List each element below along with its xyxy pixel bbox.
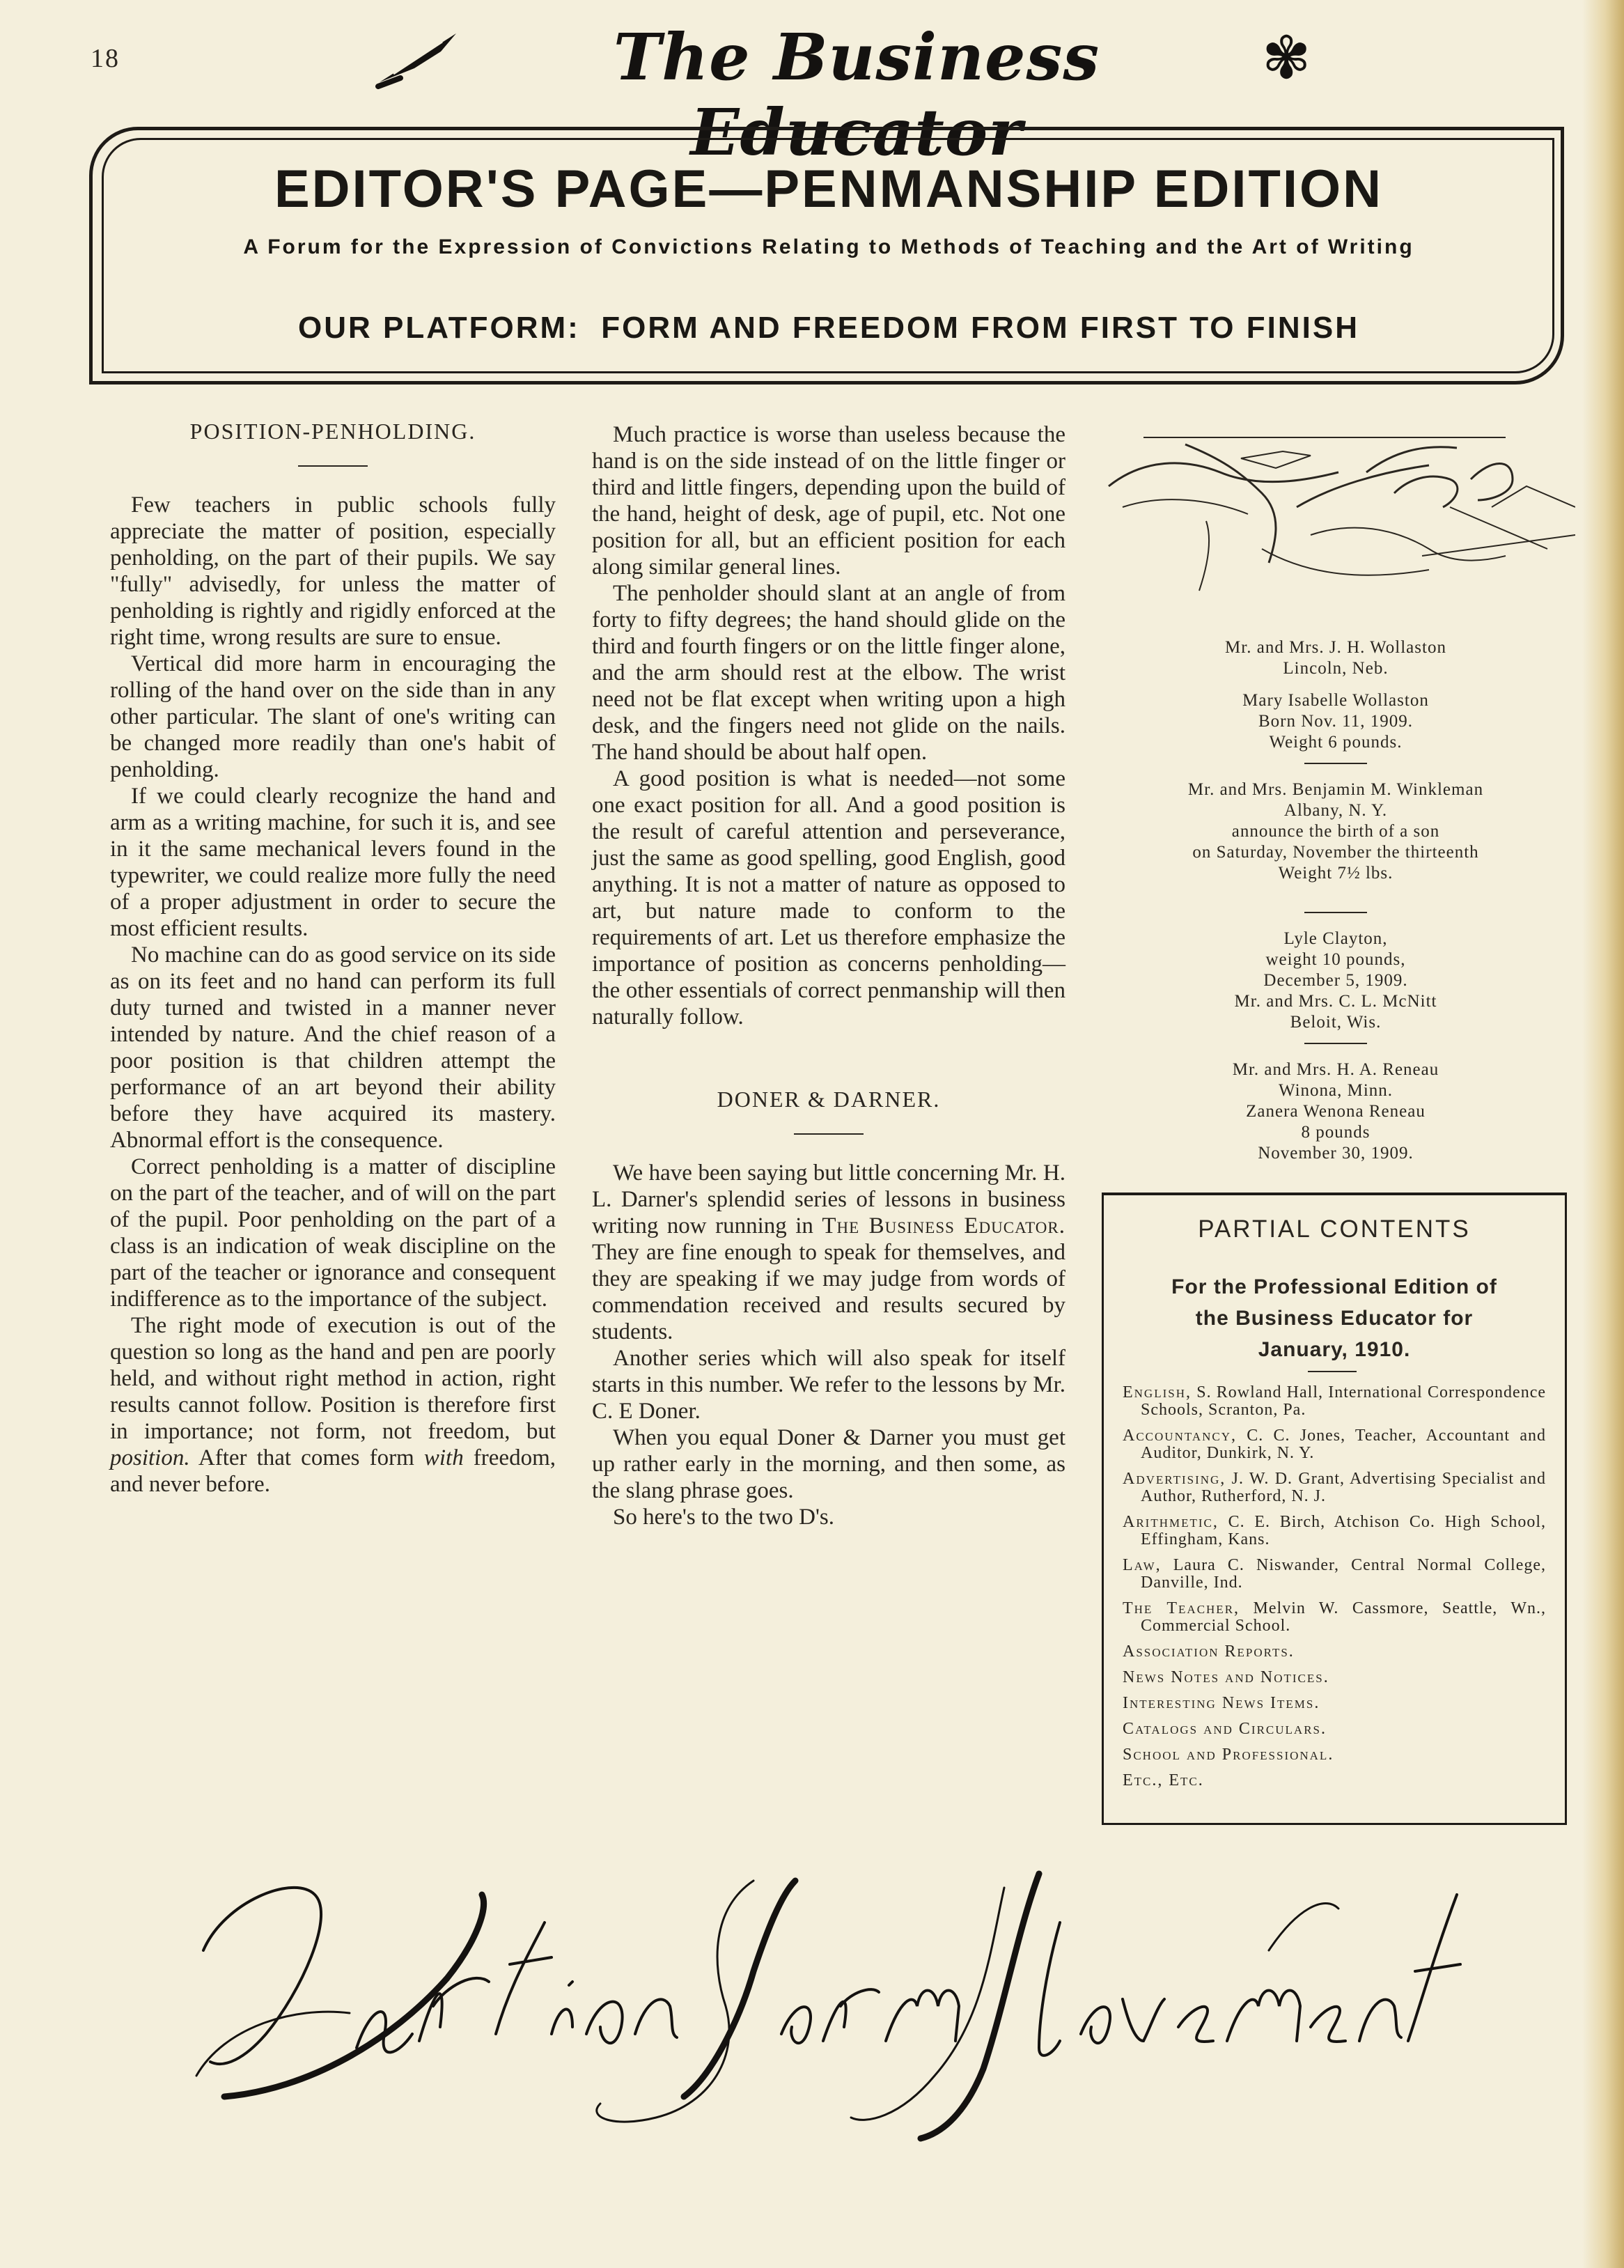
partial-contents-list [1123, 1384, 1546, 1798]
banner-title: EDITOR'S PAGE—PENMANSHIP EDITION [274, 160, 1384, 219]
notice-line: 8 pounds [1301, 1123, 1371, 1142]
paragraph: So here's to the two D's. [613, 1505, 835, 1530]
contents-item [1123, 1721, 1546, 1738]
notice-line: Albany, N. Y. [1283, 801, 1388, 820]
contents-key: Arithmetic, [1123, 1513, 1219, 1531]
contents-item [1123, 1772, 1546, 1789]
divider [1304, 1043, 1367, 1044]
divider [794, 1133, 864, 1135]
partial-contents-title: PARTIAL CONTENTS [1198, 1215, 1471, 1243]
subtitle-line: January, 1910. [1258, 1338, 1411, 1361]
contents-item [1123, 1514, 1546, 1548]
article-heading-position-penholding: POSITION-PENHOLDING. [189, 419, 476, 444]
text-run: They are fine enough to speak for themselves, and they are speaking if we may judge from words of commendation received and results secured by students. [592, 1240, 1065, 1344]
contents-text: J. W. D. Grant, Advertising Specialist and Author, Rutherford, N. J. [1141, 1470, 1546, 1505]
paragraph: Few teachers in public schools fully appreciate the matter of position, especially penholding, on the part of their pupils. We say "fully" advisedly, for unless the matter of penholding is rightly and rigidly enforced at the right time, wrong results are sure to ensue. [110, 492, 556, 650]
contents-text: C. C. Jones, Teacher, Accountant and Auditor, Dunkirk, N. Y. [1141, 1427, 1546, 1462]
notice-line: Zanera Wenona Reneau [1246, 1102, 1426, 1121]
notice-line: Lincoln, Neb. [1283, 659, 1389, 678]
contents-item [1123, 1643, 1546, 1661]
notice-line: Born Nov. 11, 1909. [1258, 712, 1413, 731]
contents-key: Advertising, [1123, 1470, 1226, 1488]
notice-line: Weight 6 pounds. [1269, 733, 1403, 752]
paragraph: No machine can do as good service on its side as on its feet and no hand can perform its full duty turned and twisted in a manner never intended by nature. And the chief reason of a poor position is that children attempt the performance of an art beyond their ability before they have acquired its mastery. Abnormal effort is the consequence. [110, 942, 556, 1153]
page-edge [1582, 0, 1624, 2268]
contents-text: Melvin W. Cassmore, Seattle, Wn., Commercial School. [1141, 1599, 1546, 1635]
page-number: 18 [91, 44, 120, 73]
contents-key: Association Reports. [1123, 1642, 1295, 1661]
contents-key: Etc., Etc. [1123, 1771, 1204, 1789]
paragraph: When you equal Doner & Darner you must get up rather early in the morning, and then some, as the slang phrase goes. [592, 1425, 1065, 1503]
paragraph: A good position is what is needed—not some one exact position for all. And a good position is the result of careful attention and perseverance, just the same as good spelling, good English, good anything. It is not a matter of nature as opposed to art, but nature made to conform to the requirements of art. Let us therefore emphasize the importance of position as concerns penholding—the other essentials of correct penmanship will then naturally follow. [592, 766, 1065, 1030]
notice-line: announce the birth of a son [1231, 822, 1440, 841]
text-run: After that comes form [189, 1445, 424, 1470]
divider [1304, 763, 1367, 764]
notice-block [1113, 637, 1559, 753]
banner-platform: OUR PLATFORM: FORM AND FREEDOM FROM FIRST TO FINISH [298, 311, 1359, 345]
notice-block [1113, 929, 1559, 1033]
notice-line: Mr. and Mrs. J. H. Wollaston [1225, 638, 1446, 657]
contents-item [1123, 1746, 1546, 1764]
text-run: freedom, and never before. [110, 1445, 556, 1497]
contents-item [1123, 1470, 1546, 1505]
notice-line: Mr. and Mrs. H. A. Reneau [1232, 1060, 1439, 1079]
divider [1304, 912, 1367, 913]
article-heading-doner-darner: DONER & DARNER. [717, 1087, 941, 1112]
divider [298, 465, 368, 467]
notice-line: Mary Isabelle Wollaston [1242, 691, 1429, 710]
quill-icon [373, 28, 463, 91]
contents-text: S. Rowland Hall, International Correspondence Schools, Scranton, Pa. [1141, 1383, 1546, 1419]
contents-text: C. E. Birch, Atchison Co. High School, Effingham, Kans. [1141, 1513, 1546, 1548]
contents-item [1123, 1695, 1546, 1712]
column-2 [592, 421, 1065, 1530]
contents-key: The Teacher, [1123, 1599, 1240, 1617]
text-run: The right mode of execution is out of the question so long as the hand and pen are poorly held, and without right method in action, right results cannot follow. Position is therefore first in importance; not form, not freedom, but [110, 1313, 556, 1444]
text-run: We have been saying but little concerning Mr. H. L. Darner's splendid series of lessons in business writing now running in [592, 1160, 1065, 1238]
contents-key: Interesting News Items. [1123, 1694, 1320, 1712]
paragraph: If we could clearly recognize the hand and arm as a writing machine, for such it is, and see in it the same mechanical levers found in the typewriter, we could realize more fully the need of a proper adjustment in order to secure the most efficient results. [110, 784, 556, 941]
banner-subtitle: A Forum for the Expression of Convictions Relating to Methods of Teaching and the Art of Writing [243, 235, 1414, 258]
notice-line: Winona, Minn. [1278, 1081, 1393, 1100]
contents-item [1123, 1384, 1546, 1419]
notice-line: on Saturday, November the thirteenth [1192, 843, 1479, 862]
contents-key: Catalogs and Circulars. [1123, 1720, 1327, 1738]
paragraph: Much practice is worse than useless because the hand is on the side instead of on the little finger or third and little fingers, depending upon the build of the hand, height of desk, age of pupil, etc. Not one position for all, but an efficient position for each along similar general lines. [592, 422, 1065, 580]
paragraph: Another series which will also speak for itself starts in this number. We refer to the lessons by Mr. C. E Doner. [592, 1346, 1065, 1424]
paragraph: The penholder should slant at an angle of from forty to fifty degrees; the hand should glide on the third and fourth fingers or on the little finger alone, and the arm should rest at the elbow. The wrist need not be flat except when writing upon a high desk, and the fingers need not glide on the nails. The hand should be about half open. [592, 581, 1065, 765]
notice-line: Beloit, Wis. [1290, 1013, 1382, 1032]
script-flourish [182, 1867, 1464, 2145]
emphasis: with [423, 1445, 464, 1470]
contents-key: School and Professional. [1123, 1746, 1334, 1764]
column-1 [110, 418, 556, 1498]
paragraph: Vertical did more harm in encouraging the rolling of the hand over on the side than in any other particular. The slant of one's writing can be changed more readily than one's habit of penholding. [110, 651, 556, 782]
paragraph [592, 1160, 1065, 1345]
partial-contents-subtitle [1128, 1271, 1540, 1365]
contents-item [1123, 1600, 1546, 1635]
contents-key: Law, [1123, 1556, 1162, 1574]
divider [1308, 1371, 1357, 1372]
notice-line: weight 10 pounds, [1265, 950, 1406, 969]
ornament-icon: ✾ [1262, 24, 1311, 92]
notice-line: Lyle Clayton, [1283, 929, 1388, 948]
paragraph: Correct penholding is a matter of discipline on the part of the teacher, and of will on the part of the pupil. Poor penholding on the part of a class is an indication of weak discipline on the part of the teacher or ignorance and consequent indifference as to the importance of the subject. [110, 1154, 556, 1312]
notice-line: November 30, 1909. [1258, 1144, 1414, 1163]
contents-key: English, [1123, 1383, 1192, 1401]
contents-text: Laura C. Niswander, Central Normal College, Danville, Ind. [1141, 1556, 1546, 1592]
masthead-title: The Business Educator [613, 20, 1100, 170]
notice-line: Weight 7½ lbs. [1278, 864, 1393, 883]
notice-line: Mr. and Mrs. Benjamin M. Winkleman [1187, 780, 1484, 799]
subtitle-line: For the Professional Edition of [1171, 1275, 1497, 1298]
contents-item [1123, 1557, 1546, 1592]
magazine-name: The Business Educator. [822, 1213, 1065, 1238]
notice-block [1113, 1059, 1559, 1164]
contents-item [1123, 1427, 1546, 1462]
contents-key: Accountancy, [1123, 1427, 1237, 1445]
emphasis: position. [110, 1445, 190, 1470]
contents-key: News Notes and Notices. [1123, 1668, 1329, 1686]
contents-item [1123, 1669, 1546, 1686]
notice-line: December 5, 1909. [1263, 971, 1408, 990]
notice-line: Mr. and Mrs. C. L. McNitt [1234, 992, 1437, 1011]
stork-illustration [1102, 430, 1575, 612]
birth-notices [1113, 637, 1559, 1168]
notice-block [1113, 779, 1559, 884]
subtitle-line: the Business Educator for [1195, 1307, 1474, 1330]
paragraph [110, 1312, 556, 1498]
